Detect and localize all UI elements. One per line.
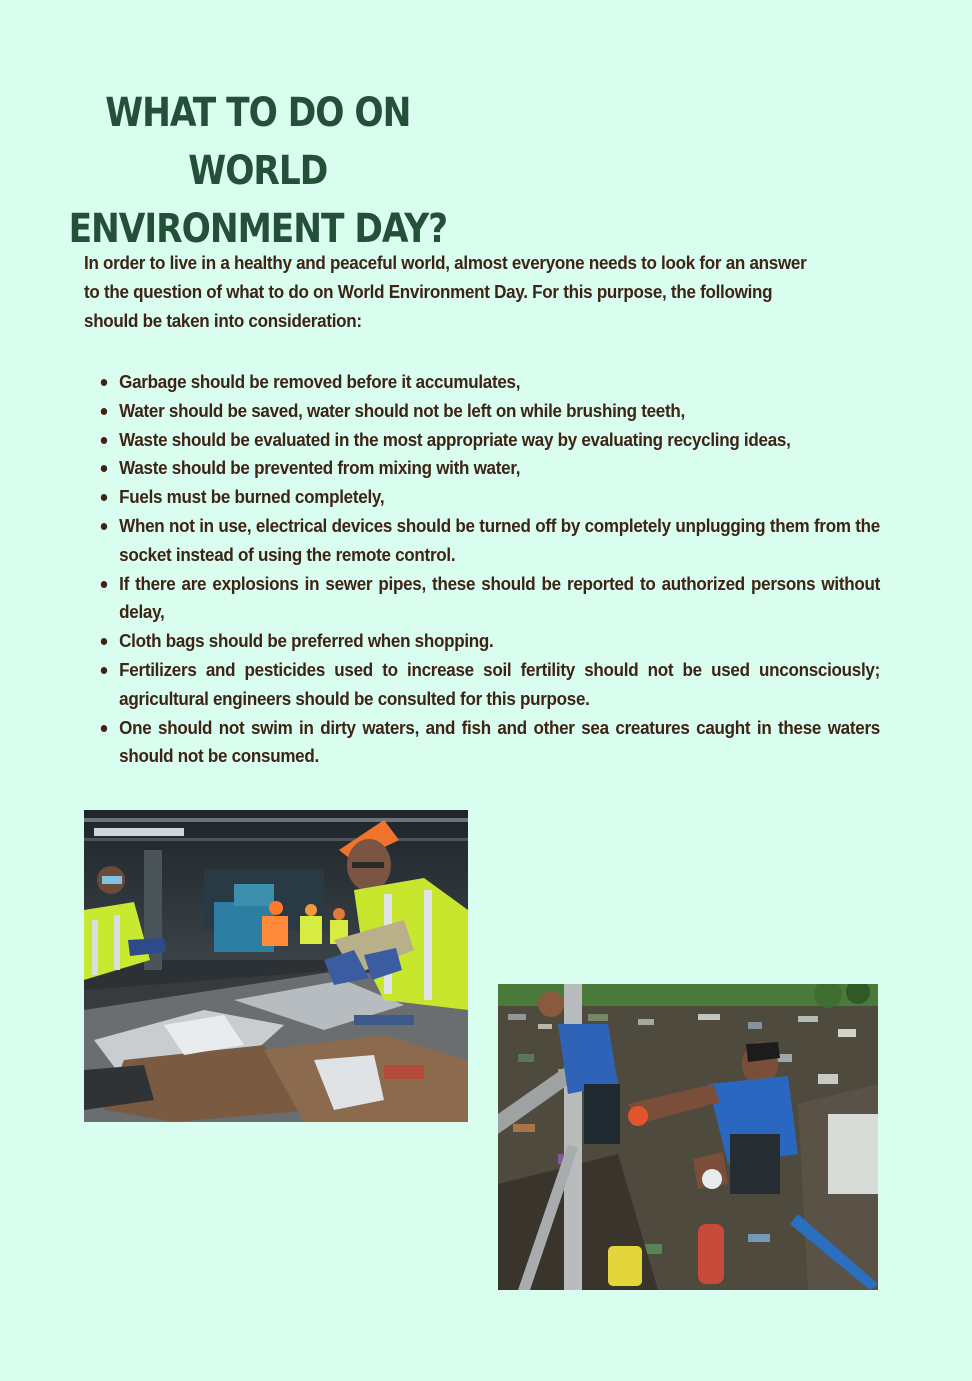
intro-paragraph: In order to live in a healthy and peaceful world, almost everyone needs to look for an answer to the question of what to do on World Environment Day. For this purpose, the following should be taken into consideration:	[84, 252, 807, 331]
list-item-text: Fertilizers and pesticides used to increase soil fertility should not be used unconsciously; agricultural engineers should be consulted for this purpose.	[119, 658, 880, 709]
title-line-1: WHAT TO DO ON WORLD	[105, 90, 411, 194]
recycling-workers-photo	[84, 810, 468, 1122]
bullet-icon	[101, 494, 107, 501]
list-item-text: When not in use, electrical devices should be turned off by completely unplugging them from the socket instead of using the remote control.	[119, 514, 880, 565]
list-item	[98, 627, 880, 656]
bullet-icon	[101, 667, 107, 674]
bullet-icon	[101, 581, 107, 588]
list-item-text: Water should be saved, water should not be left on while brushing teeth,	[119, 399, 685, 421]
recommendation-list	[98, 368, 880, 771]
bullet-icon	[101, 638, 107, 645]
list-item	[98, 397, 880, 426]
list-item	[98, 454, 880, 483]
list-item-text: Garbage should be removed before it accumulates,	[119, 371, 521, 392]
list-item	[98, 714, 880, 772]
bullet-icon	[101, 379, 107, 386]
list-item	[98, 426, 880, 455]
list-item-text: Waste should be prevented from mixing with water,	[119, 457, 521, 479]
list-item	[98, 570, 880, 628]
list-item-text: Waste should be evaluated in the most appropriate way by evaluating recycling ideas,	[119, 428, 791, 450]
list-item-text: If there are explosions in sewer pipes, these should be reported to authorized persons without delay,	[119, 572, 880, 623]
title-line-2: ENVIRONMENT DAY?	[68, 206, 448, 252]
list-item-text: Fuels must be burned completely,	[119, 486, 385, 508]
river-cleanup-photo	[498, 984, 878, 1290]
list-item	[98, 656, 880, 714]
bullet-icon	[101, 465, 107, 472]
list-item-text: Cloth bags should be preferred when shopping.	[119, 630, 494, 652]
bullet-icon	[101, 725, 107, 732]
bullet-icon	[101, 523, 107, 530]
list-item	[98, 512, 880, 570]
bullet-icon	[101, 437, 107, 444]
list-item-text: One should not swim in dirty waters, and fish and other sea creatures caught in these waters should not be consumed.	[119, 716, 880, 767]
list-item	[98, 483, 880, 512]
list-item	[98, 368, 880, 397]
page-title	[60, 84, 456, 258]
bullet-icon	[101, 408, 107, 415]
